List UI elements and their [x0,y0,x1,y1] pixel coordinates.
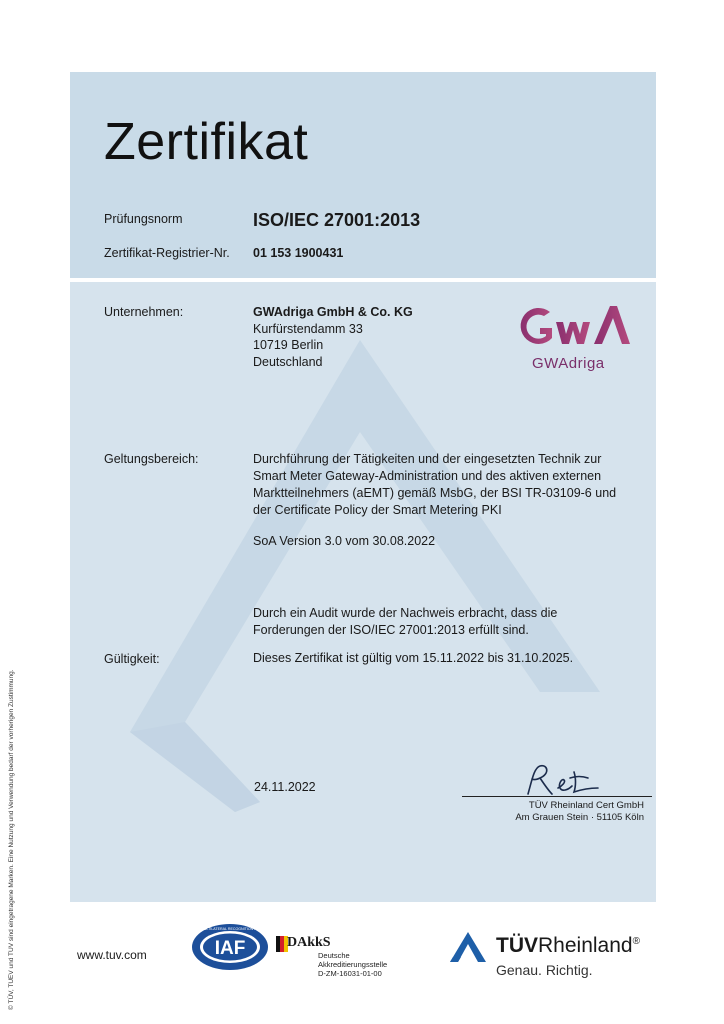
tuv-name-rest: Rheinland [538,934,633,957]
audit-statement [253,605,653,639]
trademark-note: © TÜV, TUEV und TUV sind eingetragene Marken. Eine Nutzung und Verwendung bedarf der vorherigen Zustimmung. [8,669,15,1010]
issue-date: 24.11.2022 [254,780,316,794]
company-name: GWAdriga GmbH & Co. KG [253,305,413,319]
scope-line: der Certificate Policy der Smart Metering PKI [253,503,502,517]
scope-line: Durchführung der Tätigkeiten und der eingesetzten Technik zur [253,452,602,466]
company-label: Unternehmen: [104,305,184,319]
soa-version: SoA Version 3.0 vom 30.08.2022 [253,534,436,548]
reg-label: Zertifikat-Registrier-Nr. [104,246,230,260]
company-address [253,304,493,370]
company-country: Deutschland [253,354,323,369]
norm-label: Prüfungsnorm [104,212,183,226]
iaf-ring-text: MEMBER OF MULTILATERAL RECOGNITION ARRANGEMENT [178,927,282,931]
tuv-brand-name [496,934,640,958]
scope-line: Marktteilnehmers (aEMT) gemäß MsbG, der BSI TR-03109-6 und [253,486,617,500]
iaf-text: IAF [214,938,246,959]
validity-label: Gültigkeit: [104,652,160,666]
dakks-line: D-ZM-16031-01-00 [318,969,382,978]
reg-value: 01 153 1900431 [253,246,344,260]
company-street: Kurfürstendamm 33 [253,321,363,336]
issuer-name: TÜV Rheinland Cert GmbH [528,800,644,811]
scope-text [253,451,653,519]
registered-mark: ® [632,936,640,947]
gwadriga-logo [516,300,632,352]
issuer-address: Am Grauen Stein · 51105 Köln [515,812,644,823]
tuv-name-bold: TÜV [496,934,538,957]
iaf-logo [178,922,282,972]
validity-value: Dieses Zertifikat ist gültig vom 15.11.2022 bis 31.10.2025. [253,651,574,665]
signature-line [462,796,652,797]
scope-line: Smart Meter Gateway-Administration und des aktiven externen [253,469,602,483]
dakks-details [318,951,387,978]
dakks-line: Akkreditierungsstelle [318,960,388,969]
tuv-triangle-icon [448,930,488,964]
signature [518,760,608,800]
tuv-slogan: Genau. Richtig. [496,962,593,978]
gwadriga-logo-text: GWAdriga [532,355,605,372]
norm-value: ISO/IEC 27001:2013 [253,210,421,230]
issuer-block [462,800,644,824]
dakks-title: DAkkS [287,935,331,950]
audit-line: Forderungen der ISO/IEC 27001:2013 erfüllt sind. [253,623,529,637]
scope-label: Geltungsbereich: [104,452,199,466]
company-city: 10719 Berlin [253,338,324,352]
dakks-line: Deutsche [318,951,350,960]
page-title: Zertifikat [104,113,309,171]
audit-line: Durch ein Audit wurde der Nachweis erbracht, dass die [253,606,558,620]
website-link[interactable]: www.tuv.com [77,948,147,962]
